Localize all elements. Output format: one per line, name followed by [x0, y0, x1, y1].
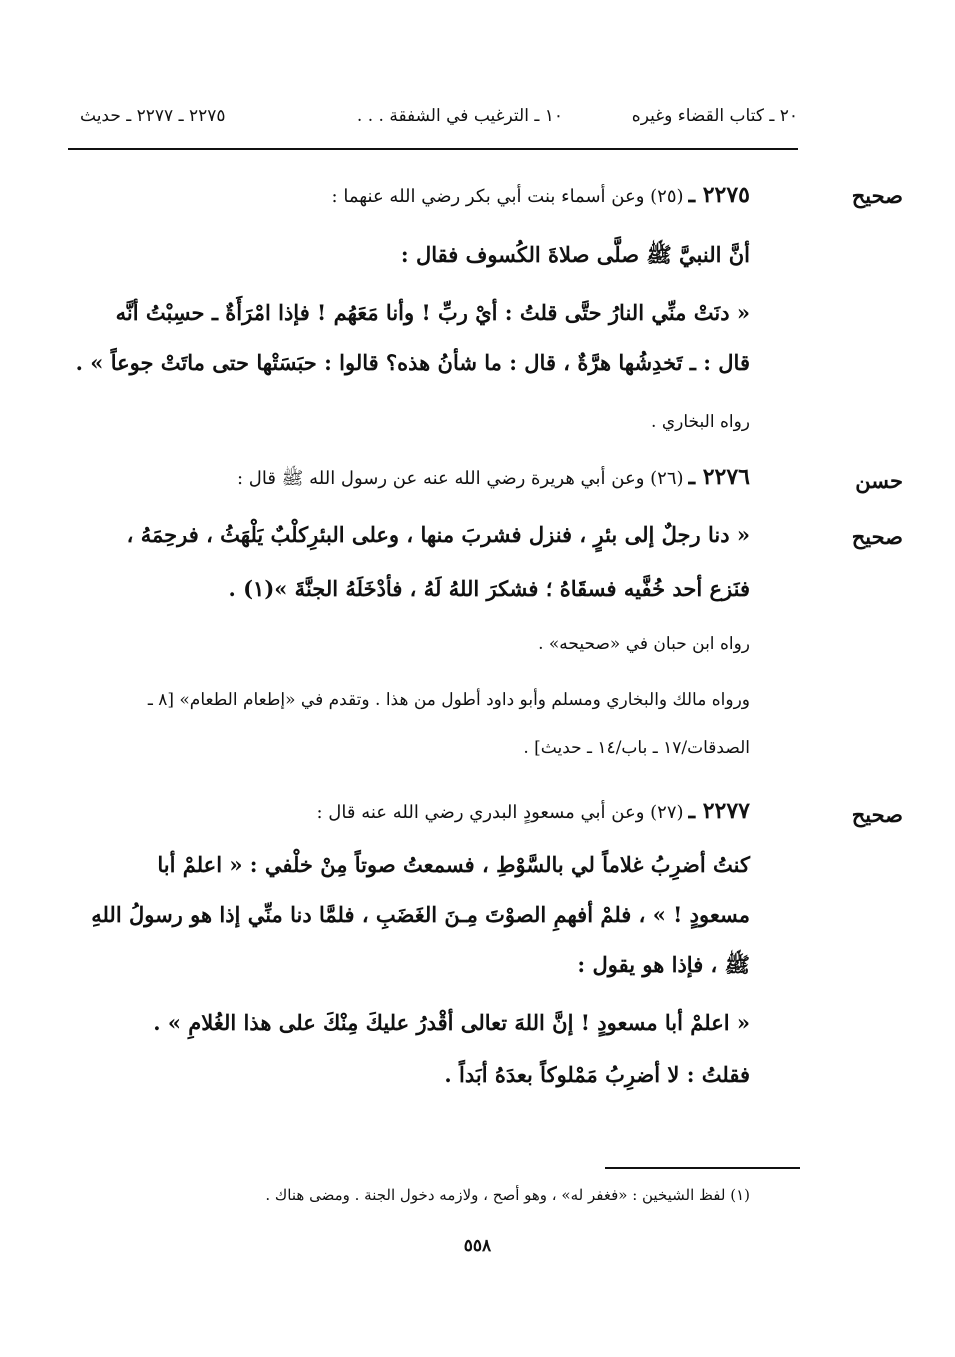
- hadith-intro: (٢٦) وعن أبي هريرة رضي الله عنه عن رسول الله ﷺ قال :: [236, 468, 684, 489]
- hadith-number: ٢٢٧٥ ـ: [688, 182, 750, 208]
- hadith-text-line: فنَزع أحد خُفَّيه فسقَاهُ ؛ فشكرَ اللهُ لَهُ ، فأدْخَلَهُ الجنَّةَ »(١) .: [228, 576, 750, 601]
- hadith-2277-heading: [317, 798, 750, 824]
- header-section: ١٠ ـ الترغيب في الشفقة . . .: [356, 106, 563, 126]
- hadith-intro: (٢٥) وعن أسماء بنت أبي بكر رضي الله عنهما :: [331, 186, 684, 207]
- hadith-text-line: « اعلمْ أبا مسعودٍ ! إنَّ اللهَ تعالى أقْدرُ عليكَ مِنْكَ على هذا الغُلامِ » .: [153, 1010, 750, 1035]
- hadith-number: ٢٢٧٧ ـ: [688, 798, 750, 824]
- hadith-note-line: الصدقات/١٧ ـ باب/١٤ ـ حديث] .: [523, 738, 750, 758]
- hadith-text-line: كنتُ أضرِبُ غلاماً لي بالسَّوْطِ ، فسمعتُ صوتاً مِنْ خلْفي : « اعلمْ أبا: [157, 852, 750, 877]
- hadith-text-line: « دنَتْ منِّي النارُ حتَّى قلتُ : أيْ ربِّ ! وأنا مَعَهُم ! فإذا امْرَأَةٌ ـ حسِبْتُ أنَّه: [115, 300, 750, 325]
- header-rule: [68, 148, 798, 150]
- hadith-source: رواه ابن حبان في «صحيحه» .: [538, 634, 750, 654]
- footnote: (١) لفظ الشيخين : «فغفر له» ، وهو أصح ، ولازمه دخول الجنة . ومضى هناك .: [265, 1186, 750, 1204]
- hadith-text-line: « دنا رجلٌ إلى بئرٍ ، فنزل فشربَ منها ، وعلى البئرِكلْبٌ يَلْهَثُ ، فرحِمَهُ ،: [126, 522, 750, 547]
- grade-2276-first: حسن: [855, 468, 903, 493]
- footnote-rule: [605, 1167, 800, 1169]
- grade-2276-second: صحيح: [851, 524, 903, 549]
- hadith-number: ٢٢٧٦ ـ: [688, 464, 750, 490]
- hadith-2276-heading: [237, 464, 750, 493]
- header-chapter: ٢٠ ـ كتاب القضاء وغيره: [631, 106, 798, 126]
- hadith-text-line: ﷺ ، فإذا هو يقول :: [577, 952, 750, 977]
- hadith-text-line: قال : ـ تَخدِشُها هرَّةٌ ، قال : ما شأنُ هذه؟ قالوا : حبَسَتْها حتى ماتَتْ جوعاً » .: [75, 350, 750, 375]
- hadith-intro: (٢٧) وعن أبي مسعودٍ البدري رضي الله عنه قال :: [316, 802, 684, 823]
- hadith-text-line: مسعودٍ ! » ، فلمْ أفهمِ الصوْتَ مِـنَ الغَضَبِ ، فلمَّا دنا منِّي إذا هو رسولُ اللهِ: [91, 902, 750, 927]
- grade-2277: صحيح: [851, 802, 903, 827]
- hadith-2275-heading: [332, 182, 750, 208]
- hadith-note-line: ورواه مالك والبخاري ومسلم وأبو داود أطول من هذا . وتقدم في «إطعام الطعام» [٨ ـ: [147, 690, 750, 710]
- hadith-text-line: فقلتُ : لا أضرِبُ مَمْلوكاً بعدَهُ أبَداً .: [444, 1062, 750, 1087]
- running-header: [68, 100, 798, 132]
- hadith-source: رواه البخاري .: [651, 412, 750, 432]
- hadith-text-line: أنَّ النبيَّ ﷺ صلَّى صلاةَ الكُسوف فقال :: [400, 242, 750, 267]
- page-number: ٥٥٨: [463, 1236, 492, 1256]
- grade-2275: صحيح: [851, 183, 903, 208]
- header-hadith-range: ٢٢٧٥ ـ ٢٢٧٧ ـ حديث: [80, 106, 226, 126]
